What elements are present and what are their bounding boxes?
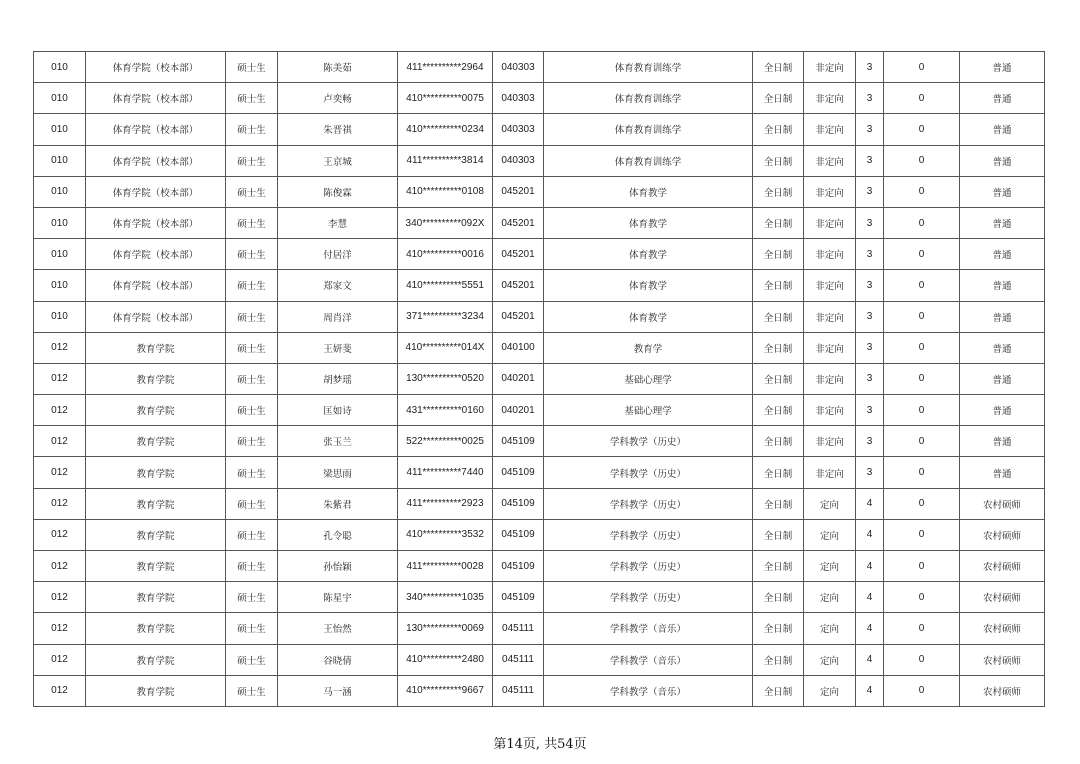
category-cell: 普通 [960,114,1045,145]
fee-cell: 0 [884,332,960,363]
major-name-cell: 学科教学（音乐） [544,675,753,706]
college-code-cell: 012 [34,457,86,488]
duration-cell: 4 [856,582,884,613]
college-code-cell: 012 [34,395,86,426]
major-code-cell: 040100 [493,332,544,363]
major-name-cell: 学科教学（音乐） [544,613,753,644]
id-number-cell: 340**********092X [398,207,493,238]
study-mode-cell: 全日制 [753,145,804,176]
table-row [34,395,1045,426]
student-name-cell: 朱紫君 [278,488,398,519]
table-row [34,457,1045,488]
table-row [34,613,1045,644]
orientation-cell: 定向 [804,519,856,550]
fee-cell: 0 [884,270,960,301]
id-number-cell: 411**********2923 [398,488,493,519]
major-code-cell: 045201 [493,270,544,301]
college-name-cell: 教育学院 [86,395,226,426]
college-code-cell: 012 [34,363,86,394]
degree-level-cell: 硕士生 [226,207,278,238]
degree-level-cell: 硕士生 [226,488,278,519]
fee-cell: 0 [884,114,960,145]
table-row [34,145,1045,176]
major-code-cell: 040303 [493,83,544,114]
college-name-cell: 教育学院 [86,644,226,675]
orientation-cell: 定向 [804,582,856,613]
category-cell: 普通 [960,395,1045,426]
fee-cell: 0 [884,519,960,550]
category-cell: 农村硕师 [960,644,1045,675]
table-body [34,52,1045,707]
table-row [34,301,1045,332]
college-name-cell: 教育学院 [86,332,226,363]
fee-cell: 0 [884,582,960,613]
college-code-cell: 012 [34,551,86,582]
major-code-cell: 040201 [493,395,544,426]
fee-cell: 0 [884,426,960,457]
duration-cell: 3 [856,270,884,301]
duration-cell: 3 [856,52,884,83]
degree-level-cell: 硕士生 [226,301,278,332]
table-row [34,675,1045,706]
study-mode-cell: 全日制 [753,301,804,332]
table-row [34,426,1045,457]
degree-level-cell: 硕士生 [226,675,278,706]
degree-level-cell: 硕士生 [226,114,278,145]
study-mode-cell: 全日制 [753,332,804,363]
major-name-cell: 体育教育训练学 [544,145,753,176]
fee-cell: 0 [884,301,960,332]
table-row [34,52,1045,83]
page-number: 第14页, 共54页 [493,737,587,752]
college-code-cell: 012 [34,644,86,675]
major-code-cell: 040303 [493,114,544,145]
id-number-cell: 130**********0520 [398,363,493,394]
orientation-cell: 非定向 [804,426,856,457]
student-name-cell: 卢奕畅 [278,83,398,114]
duration-cell: 3 [856,457,884,488]
orientation-cell: 非定向 [804,301,856,332]
college-name-cell: 体育学院（校本部） [86,239,226,270]
duration-cell: 4 [856,675,884,706]
duration-cell: 3 [856,332,884,363]
student-name-cell: 王京城 [278,145,398,176]
student-name-cell: 朱晋祺 [278,114,398,145]
college-code-cell: 010 [34,145,86,176]
id-number-cell: 410**********0075 [398,83,493,114]
student-name-cell: 马一涵 [278,675,398,706]
college-code-cell: 010 [34,207,86,238]
study-mode-cell: 全日制 [753,644,804,675]
category-cell: 普通 [960,83,1045,114]
college-code-cell: 010 [34,52,86,83]
college-name-cell: 体育学院（校本部） [86,176,226,207]
id-number-cell: 371**********3234 [398,301,493,332]
student-name-cell: 陈美茹 [278,52,398,83]
orientation-cell: 非定向 [804,332,856,363]
major-code-cell: 045111 [493,675,544,706]
id-number-cell: 410**********0108 [398,176,493,207]
college-name-cell: 教育学院 [86,488,226,519]
study-mode-cell: 全日制 [753,114,804,145]
degree-level-cell: 硕士生 [226,519,278,550]
degree-level-cell: 硕士生 [226,363,278,394]
major-code-cell: 045201 [493,239,544,270]
table-row [34,176,1045,207]
orientation-cell: 非定向 [804,145,856,176]
category-cell: 普通 [960,363,1045,394]
category-cell: 农村硕师 [960,519,1045,550]
degree-level-cell: 硕士生 [226,613,278,644]
admission-list-table [33,51,1045,707]
category-cell: 农村硕师 [960,551,1045,582]
category-cell: 普通 [960,239,1045,270]
college-code-cell: 012 [34,613,86,644]
orientation-cell: 非定向 [804,114,856,145]
study-mode-cell: 全日制 [753,52,804,83]
major-code-cell: 045201 [493,176,544,207]
major-name-cell: 学科教学（历史） [544,519,753,550]
id-number-cell: 130**********0069 [398,613,493,644]
id-number-cell: 411**********3814 [398,145,493,176]
id-number-cell: 411**********7440 [398,457,493,488]
college-name-cell: 体育学院（校本部） [86,207,226,238]
major-name-cell: 体育教学 [544,207,753,238]
major-name-cell: 体育教学 [544,270,753,301]
table-row [34,239,1045,270]
major-name-cell: 体育教学 [544,301,753,332]
college-code-cell: 010 [34,239,86,270]
college-name-cell: 体育学院（校本部） [86,114,226,145]
id-number-cell: 411**********2964 [398,52,493,83]
student-name-cell: 陈星宇 [278,582,398,613]
duration-cell: 3 [856,145,884,176]
duration-cell: 3 [856,301,884,332]
duration-cell: 3 [856,239,884,270]
fee-cell: 0 [884,207,960,238]
id-number-cell: 410**********014X [398,332,493,363]
table-row [34,488,1045,519]
degree-level-cell: 硕士生 [226,145,278,176]
major-name-cell: 基础心理学 [544,363,753,394]
study-mode-cell: 全日制 [753,270,804,301]
id-number-cell: 410**********0016 [398,239,493,270]
college-code-cell: 010 [34,176,86,207]
fee-cell: 0 [884,551,960,582]
fee-cell: 0 [884,675,960,706]
duration-cell: 3 [856,176,884,207]
student-name-cell: 孔令聪 [278,519,398,550]
orientation-cell: 非定向 [804,363,856,394]
major-code-cell: 045109 [493,519,544,550]
category-cell: 普通 [960,270,1045,301]
major-name-cell: 基础心理学 [544,395,753,426]
major-name-cell: 学科教学（历史） [544,457,753,488]
study-mode-cell: 全日制 [753,675,804,706]
orientation-cell: 定向 [804,675,856,706]
college-code-cell: 010 [34,114,86,145]
study-mode-cell: 全日制 [753,613,804,644]
study-mode-cell: 全日制 [753,83,804,114]
table-row [34,551,1045,582]
orientation-cell: 非定向 [804,52,856,83]
student-name-cell: 王妍斐 [278,332,398,363]
degree-level-cell: 硕士生 [226,644,278,675]
table-row [34,644,1045,675]
category-cell: 普通 [960,457,1045,488]
fee-cell: 0 [884,52,960,83]
study-mode-cell: 全日制 [753,363,804,394]
id-number-cell: 410**********5551 [398,270,493,301]
id-number-cell: 340**********1035 [398,582,493,613]
study-mode-cell: 全日制 [753,551,804,582]
study-mode-cell: 全日制 [753,519,804,550]
fee-cell: 0 [884,613,960,644]
table-row [34,83,1045,114]
college-code-cell: 012 [34,332,86,363]
major-code-cell: 045109 [493,426,544,457]
category-cell: 普通 [960,426,1045,457]
orientation-cell: 非定向 [804,270,856,301]
college-name-cell: 教育学院 [86,363,226,394]
college-code-cell: 010 [34,301,86,332]
major-name-cell: 体育教育训练学 [544,83,753,114]
duration-cell: 4 [856,488,884,519]
orientation-cell: 定向 [804,644,856,675]
major-name-cell: 教育学 [544,332,753,363]
id-number-cell: 522**********0025 [398,426,493,457]
category-cell: 农村硕师 [960,675,1045,706]
degree-level-cell: 硕士生 [226,457,278,488]
category-cell: 农村硕师 [960,582,1045,613]
major-name-cell: 体育教学 [544,176,753,207]
orientation-cell: 非定向 [804,395,856,426]
study-mode-cell: 全日制 [753,426,804,457]
student-name-cell: 李慧 [278,207,398,238]
duration-cell: 3 [856,363,884,394]
major-name-cell: 学科教学（历史） [544,488,753,519]
student-name-cell: 张玉兰 [278,426,398,457]
student-name-cell: 郑家文 [278,270,398,301]
orientation-cell: 非定向 [804,457,856,488]
college-name-cell: 教育学院 [86,426,226,457]
student-name-cell: 梁思雨 [278,457,398,488]
fee-cell: 0 [884,145,960,176]
college-code-cell: 012 [34,582,86,613]
college-name-cell: 教育学院 [86,551,226,582]
degree-level-cell: 硕士生 [226,582,278,613]
degree-level-cell: 硕士生 [226,332,278,363]
duration-cell: 4 [856,519,884,550]
major-code-cell: 045109 [493,551,544,582]
major-code-cell: 045111 [493,644,544,675]
student-name-cell: 孙怡颖 [278,551,398,582]
fee-cell: 0 [884,239,960,270]
category-cell: 普通 [960,332,1045,363]
id-number-cell: 410**********0234 [398,114,493,145]
major-name-cell: 学科教学（历史） [544,426,753,457]
student-name-cell: 胡梦瑶 [278,363,398,394]
college-code-cell: 012 [34,519,86,550]
student-name-cell: 陈俊霖 [278,176,398,207]
college-name-cell: 体育学院（校本部） [86,301,226,332]
degree-level-cell: 硕士生 [226,83,278,114]
study-mode-cell: 全日制 [753,395,804,426]
major-code-cell: 040303 [493,52,544,83]
college-name-cell: 体育学院（校本部） [86,83,226,114]
college-name-cell: 教育学院 [86,519,226,550]
degree-level-cell: 硕士生 [226,270,278,301]
orientation-cell: 非定向 [804,83,856,114]
college-name-cell: 教育学院 [86,675,226,706]
college-name-cell: 教育学院 [86,457,226,488]
orientation-cell: 非定向 [804,207,856,238]
table-row [34,519,1045,550]
category-cell: 农村硕师 [960,613,1045,644]
study-mode-cell: 全日制 [753,582,804,613]
major-name-cell: 体育教学 [544,239,753,270]
category-cell: 普通 [960,176,1045,207]
student-name-cell: 谷晓倩 [278,644,398,675]
duration-cell: 4 [856,644,884,675]
id-number-cell: 410**********3532 [398,519,493,550]
major-code-cell: 045109 [493,457,544,488]
study-mode-cell: 全日制 [753,239,804,270]
college-code-cell: 012 [34,426,86,457]
major-name-cell: 学科教学（历史） [544,582,753,613]
college-code-cell: 012 [34,488,86,519]
duration-cell: 3 [856,83,884,114]
study-mode-cell: 全日制 [753,176,804,207]
college-name-cell: 体育学院（校本部） [86,145,226,176]
college-name-cell: 体育学院（校本部） [86,52,226,83]
category-cell: 普通 [960,207,1045,238]
duration-cell: 3 [856,207,884,238]
duration-cell: 3 [856,114,884,145]
major-name-cell: 体育教育训练学 [544,52,753,83]
college-name-cell: 教育学院 [86,582,226,613]
fee-cell: 0 [884,83,960,114]
degree-level-cell: 硕士生 [226,239,278,270]
duration-cell: 4 [856,551,884,582]
college-name-cell: 体育学院（校本部） [86,270,226,301]
degree-level-cell: 硕士生 [226,551,278,582]
fee-cell: 0 [884,176,960,207]
degree-level-cell: 硕士生 [226,395,278,426]
major-name-cell: 学科教学（音乐） [544,644,753,675]
college-code-cell: 010 [34,83,86,114]
study-mode-cell: 全日制 [753,207,804,238]
id-number-cell: 411**********0028 [398,551,493,582]
fee-cell: 0 [884,644,960,675]
table-row [34,207,1045,238]
student-name-cell: 王怡然 [278,613,398,644]
duration-cell: 3 [856,395,884,426]
degree-level-cell: 硕士生 [226,52,278,83]
category-cell: 普通 [960,301,1045,332]
college-code-cell: 012 [34,675,86,706]
id-number-cell: 410**********2480 [398,644,493,675]
duration-cell: 3 [856,426,884,457]
major-code-cell: 045201 [493,207,544,238]
orientation-cell: 定向 [804,488,856,519]
table-row [34,114,1045,145]
id-number-cell: 431**********0160 [398,395,493,426]
student-name-cell: 付居洋 [278,239,398,270]
fee-cell: 0 [884,488,960,519]
major-code-cell: 045109 [493,582,544,613]
major-code-cell: 045109 [493,488,544,519]
major-code-cell: 040303 [493,145,544,176]
category-cell: 农村硕师 [960,488,1045,519]
student-name-cell: 匡如诗 [278,395,398,426]
degree-level-cell: 硕士生 [226,176,278,207]
orientation-cell: 定向 [804,613,856,644]
major-name-cell: 学科教学（历史） [544,551,753,582]
orientation-cell: 非定向 [804,239,856,270]
fee-cell: 0 [884,395,960,426]
table-row [34,582,1045,613]
college-name-cell: 教育学院 [86,613,226,644]
college-code-cell: 010 [34,270,86,301]
orientation-cell: 非定向 [804,176,856,207]
table-row [34,332,1045,363]
category-cell: 普通 [960,52,1045,83]
fee-cell: 0 [884,457,960,488]
table-row [34,270,1045,301]
orientation-cell: 定向 [804,551,856,582]
study-mode-cell: 全日制 [753,488,804,519]
major-code-cell: 045201 [493,301,544,332]
duration-cell: 4 [856,613,884,644]
major-code-cell: 045111 [493,613,544,644]
student-name-cell: 周肖洋 [278,301,398,332]
degree-level-cell: 硕士生 [226,426,278,457]
major-name-cell: 体育教育训练学 [544,114,753,145]
table-row [34,363,1045,394]
fee-cell: 0 [884,363,960,394]
major-code-cell: 040201 [493,363,544,394]
study-mode-cell: 全日制 [753,457,804,488]
category-cell: 普通 [960,145,1045,176]
id-number-cell: 410**********9667 [398,675,493,706]
